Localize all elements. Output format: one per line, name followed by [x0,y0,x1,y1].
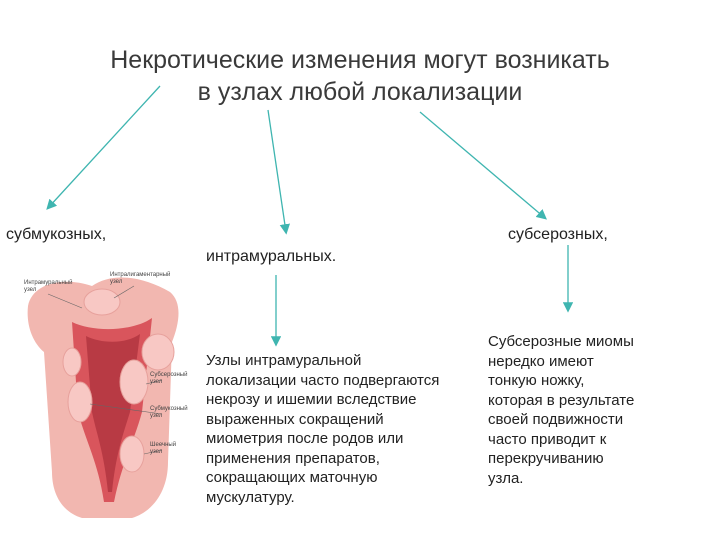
label-submucous: субмукозных, [6,226,107,243]
intramural-node [84,289,120,315]
annot-line: узел [150,413,163,419]
annot-line: узел [150,449,163,455]
text-line: локализации часто подвергаются [206,371,440,389]
intramural-description [206,351,439,507]
text-line: Узлы интрамуральной [206,352,362,369]
annot-line: узел [110,279,123,285]
cervical-node [120,436,144,472]
text-line: тонкую ножку, [488,372,585,389]
uterus-illustration [22,262,194,518]
text-line: перекручиванию [488,450,604,467]
annot-line: Интрамуральный [24,280,73,286]
label-subserous: субсерозных, [508,226,608,243]
annot-line: Шеечный [150,442,177,448]
submucous-node [68,382,92,422]
text-line: которая в результате [488,391,635,409]
text-line: узла. [488,469,524,487]
label-intramural: интрамуральных. [206,248,337,265]
annot-line: Интралигаментарный [110,272,171,278]
intraligamentary-node [142,334,174,370]
annot-intramural [24,280,72,294]
annot-line: узел [24,287,37,293]
text-line: применения препаратов, [206,449,380,467]
arrow-to-intramural [268,110,286,232]
uterus-drawing [22,262,194,518]
title-line-2: в узлах любой локализации [197,78,523,106]
text-line: нередко имеют [488,352,594,370]
annot-subserous [150,372,187,386]
text-line: мускулатуру. [206,488,295,506]
title-line-1: Некротические изменения могут возникать [110,46,610,74]
annot-intraligamentary [110,272,170,286]
annot-line: узел [150,379,163,385]
annot-line: Субмукозный [150,406,188,412]
annot-line: Субсерозный [150,372,188,378]
annot-submucous [150,406,188,420]
arrow-to-submucous [48,86,160,208]
subserous-node [120,360,148,404]
text-line: Субсерозные миомы [488,333,634,350]
text-line: сокращающих маточную [206,469,378,486]
annot-cervical [150,442,176,456]
text-line: выраженных сокращений [206,410,384,428]
text-line: миометрия после родов или [206,430,404,447]
text-line: некрозу и ишемии вследствие [206,391,417,408]
subserous-description [488,332,634,488]
text-line: своей подвижности [488,411,624,428]
small-node [63,348,81,376]
arrow-to-subserous [420,112,545,218]
text-line: часто приводит к [488,430,607,448]
